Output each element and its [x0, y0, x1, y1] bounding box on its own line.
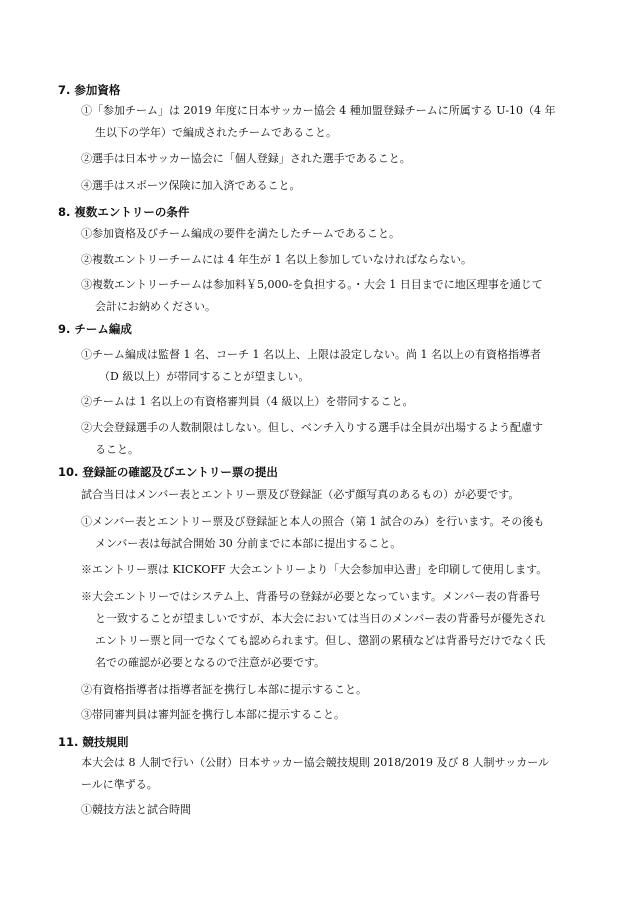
- item-line: ※大会エントリーではシステム上、背番号の登録が必要となっています。メンバー表の背番号: [81, 590, 541, 603]
- section-heading-7: 7. 参加資格: [58, 83, 121, 97]
- item-line: エントリー票と同一でなくても認められます。但し、懲罰の累積などは背番号だけでなく氏: [95, 634, 546, 647]
- item-line: ①チーム編成は監督 1 名、コーチ 1 名以上、上限は設定しない。尚 1 名以上の有資格指導者: [81, 348, 541, 361]
- section-7-item-2: [81, 148, 591, 170]
- item-line: ②大会登録選手の人数制限はしない。但し、ベンチ入りする選手は全員が出場するよう配慮す: [81, 421, 543, 434]
- section-11-item-1: [81, 799, 591, 821]
- section-10-item-1: [81, 511, 591, 555]
- section-heading-10: 10. 登録証の確認及びエントリー票の提出: [58, 465, 278, 479]
- section-7-item-3: [81, 175, 591, 197]
- item-line: 本大会は 8 人制で行い（公財）日本サッカー協会競技規則 2018/2019 及び 8 人制サッカール: [81, 756, 550, 769]
- item-line: ②有資格指導者は指導者証を携行し本部に提示すること。: [81, 683, 367, 696]
- section-heading-11: 11. 競技規則: [58, 735, 129, 749]
- item-line: 生以下の学年）で編成されたチームであること。: [95, 126, 337, 139]
- item-line: と一致することが望ましいですが、本大会においては当日のメンバー表の背番号が優先され: [95, 612, 546, 625]
- item-line: 名での確認が必要となるので注意が必要です。: [95, 656, 326, 669]
- item-line: ①メンバー表とエントリー票及び登録証と本人の照合（第 1 試合のみ）を行います。その後も: [81, 515, 545, 528]
- item-line: ールに準ずる。: [81, 778, 158, 791]
- item-line: ること。: [95, 443, 139, 456]
- item-line: ※エントリー票は KICKOFF 大会エントリーより「大会参加申込書」を印刷して使用します。: [81, 563, 548, 576]
- section-10-intro: [81, 484, 591, 506]
- item-line: ②チームは 1 名以上の有資格審判員（4 級以上）を帯同すること。: [81, 395, 414, 408]
- section-heading-9: 9. チーム編成: [58, 322, 132, 336]
- section-9-item-3: [81, 417, 591, 461]
- item-line: ①「参加チーム」は 2019 年度に日本サッカー協会 4 種加盟登録チームに所属する U-10（4 年: [81, 104, 556, 117]
- section-10-note-1: [81, 559, 591, 581]
- section-10-note-2: [81, 586, 591, 674]
- item-line: （D 級以上）が帯同することが望ましい。: [99, 370, 310, 383]
- section-8-item-1: [81, 223, 591, 245]
- item-line: ①参加資格及びチーム編成の要件を満たしたチームであること。: [81, 227, 400, 240]
- item-line: ③複数エントリーチームは参加料￥5,000-を負担する。・大会 1 日目までに地区理事を通じて: [81, 278, 543, 291]
- item-line: ②選手は日本サッカー協会に「個人登録」された選手であること。: [81, 152, 411, 165]
- section-8-item-3: [81, 274, 591, 318]
- item-line: メンバー表は毎試合開始 30 分前までに本部に提出すること。: [95, 537, 402, 550]
- item-line: ④選手はスポーツ保険に加入済であること。: [81, 179, 301, 192]
- item-line: 会計にお納めください。: [95, 300, 216, 313]
- section-7-item-1: [81, 100, 591, 144]
- section-10-item-3: [81, 704, 591, 726]
- section-11-intro: [81, 752, 591, 796]
- item-line: ②複数エントリーチームには 4 年生が 1 名以上参加していなければならない。: [81, 253, 472, 266]
- section-9-item-2: [81, 391, 591, 413]
- section-heading-8: 8. 複数エントリーの条件: [58, 205, 190, 219]
- item-line: ③帯同審判員は審判証を携行し本部に提示すること。: [81, 708, 345, 721]
- section-10-item-2: [81, 679, 591, 701]
- item-line: 試合当日はメンバー表とエントリー票及び登録証（必ず顔写真のあるもの）が必要です。: [81, 488, 520, 501]
- section-8-item-2: [81, 249, 591, 271]
- section-9-item-1: [81, 344, 591, 388]
- item-line: ①競技方法と試合時間: [81, 803, 191, 816]
